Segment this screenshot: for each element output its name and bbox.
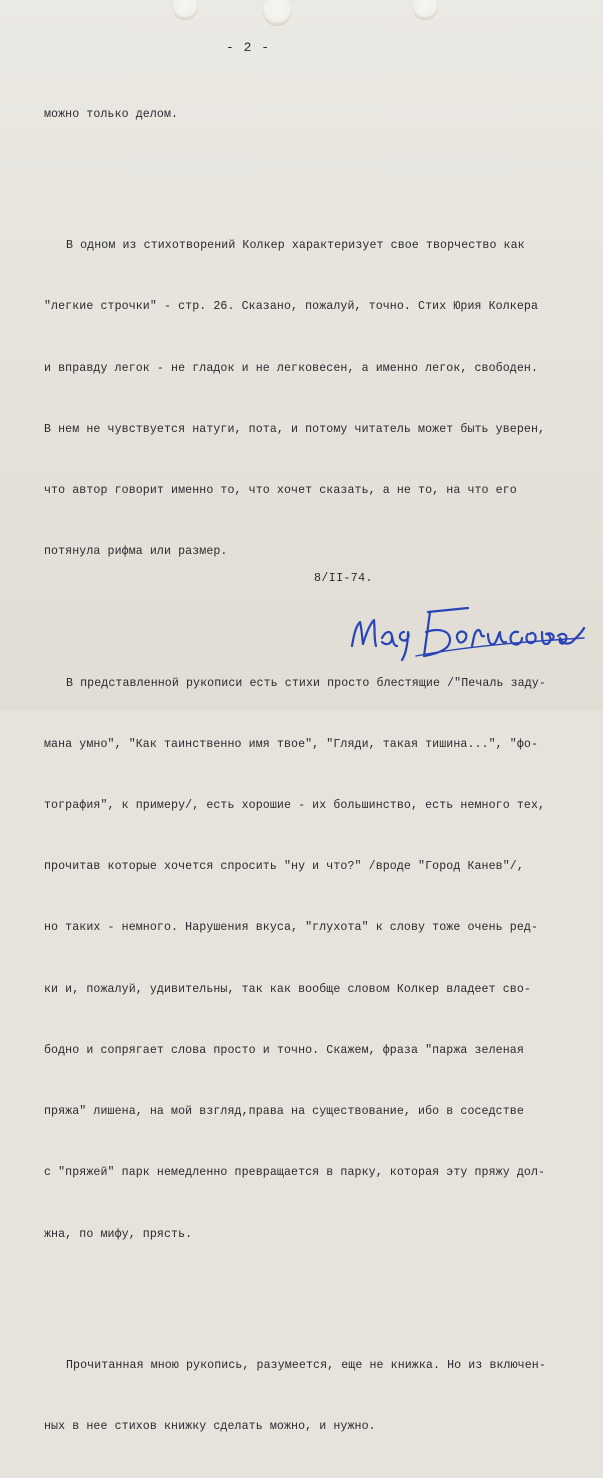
document-date: 8/II-74. bbox=[314, 572, 373, 585]
text-line: "легкие строчки" - стр. 26. Сказано, пожалуй, точно. Стих Юрия Колкера bbox=[44, 300, 539, 314]
text-line: В нем не чувствуется натуги, пота, и потому читатель может быть уверен, bbox=[44, 422, 546, 436]
text-line: ки и, пожалуй, удивительны, так как вообще словом Колкер владеет сво- bbox=[44, 982, 531, 996]
text-line: и вправду легок - не гладок и не легковесен, а именно легок, свободен. bbox=[44, 361, 539, 375]
text-line: что автор говорит именно то, что хочет сказать, а не то, на что его bbox=[44, 484, 517, 498]
handwritten-signature bbox=[346, 598, 586, 664]
text-line: потянула рифма или размер. bbox=[44, 545, 228, 559]
text-line: жна, по мифу, прясть. bbox=[44, 1227, 193, 1241]
document-body bbox=[44, 64, 584, 1478]
text-line: можно только делом. bbox=[44, 107, 179, 121]
text-line: но таких - немного. Нарушения вкуса, "глухота" к слову тоже очень ред- bbox=[44, 921, 539, 935]
text-line: В представленной рукописи есть стихи просто блестящие /"Печаль заду- bbox=[66, 676, 546, 690]
punch-hole bbox=[412, 0, 438, 20]
text-line: пряжа" лишена, на мой взгляд,права на существование, ибо в соседстве bbox=[44, 1105, 524, 1119]
text-line: тография", к примеру/, есть хорошие - их большинство, есть немного тех, bbox=[44, 799, 546, 813]
text-line: с "пряжей" парк немедленно превращается в парку, которая эту пряжу дол- bbox=[44, 1166, 546, 1180]
text-line: ных в нее стихов книжку сделать можно, и нужно. bbox=[44, 1420, 376, 1434]
text-line: прочитав которые хочется спросить "ну и что?" /вроде "Город Канев"/, bbox=[44, 860, 524, 874]
page-number: - 2 - bbox=[226, 40, 271, 55]
text-line: мана умно", "Как таинственно имя твое", "Гляди, такая тишина...", "фо- bbox=[44, 737, 539, 751]
punch-hole bbox=[262, 0, 292, 26]
text-line: бодно и сопрягает слова просто и точно. Скажем, фраза "паржа зеленая bbox=[44, 1043, 524, 1057]
text-line: Прочитанная мною рукопись, разумеется, еще не книжка. Но из включен- bbox=[66, 1358, 546, 1372]
punch-hole bbox=[172, 0, 198, 20]
text-line: В одном из стихотворений Колкер характеризует свое творчество как bbox=[66, 239, 525, 253]
